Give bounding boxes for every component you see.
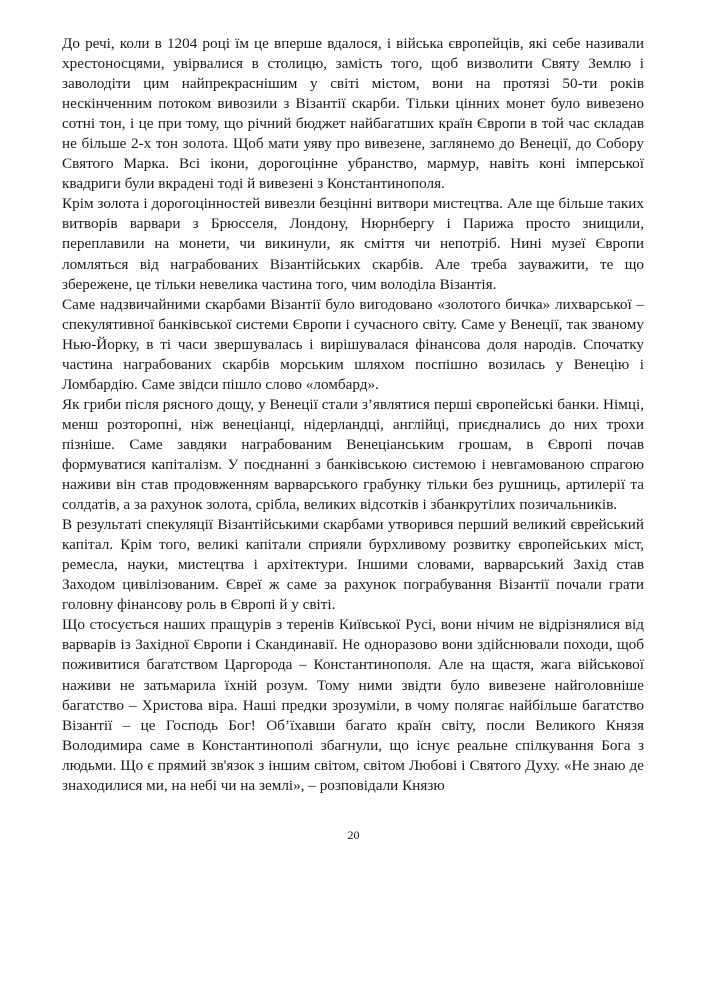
- paragraph-4: Як гриби після рясного дощу, у Венеції стали з’являтися перші європейські банки. Німці, менш розторопні, ніж венеціанці, нідерландці, англійці, приєднались до них трохи пізніше. Саме завдяки награбованим Венеціанським грошам, в Європі почав формуватися капіталізм. У поєднанні з банківською системою і невгамованою спрагою наживи він став продовженням варварського грабунку тільки без рушниць, артилерії та солдатів, а за рахунок золота, срібла, великих відсотків і збанкрутілих позичальників.: [62, 395, 644, 514]
- body-text: [62, 34, 644, 796]
- paragraph-1: До речі, коли в 1204 році їм це вперше вдалося, і війська європейців, які себе називали хрестоносцями, увірвалися в столицю, замість того, щоб визволити Святу Землю і заволодіти цим найпрекраснішим у світі містом, вони на протязі 50-ти років нескінченним потоком вивозили з Візантії скарби. Тільки цінних монет було вивезено сотні тон, і це при тому, що річний бюджет найбагатших країн Європи в той час складав не більше 2-х тон золота. Щоб мати уяву про вивезене, заглянемо до Венеції, до Собору Святого Марка. Всі ікони, дорогоцінне убранство, мармур, навіть коні імперської квадриги були вкрадені тоді й вивезені з Константинополя.: [62, 35, 644, 193]
- paragraph-5: В результаті спекуляції Візантійськими скарбами утворився перший великий єврейський капітал. Крім того, великі капітали сприяли бурхливому розвитку європейських міст, ремесла, науки, мистецтва і архітектури. Іншими словами, варварський Захід став Заходом цивілізованим. Євреї ж саме за рахунок пограбування Візантії почали грати головну фінансову роль в Європі й у світі.: [62, 516, 644, 614]
- paragraph-3: Саме надзвичайними скарбами Візантії було вигодовано «золотого бичка» лихварської – спекулятивної банківської системи Європи і сучасного світу. Саме у Венеції, так званому Нью-Йорку, в ті часи звершувалась і вирішувалася фінансова доля народів. Спочатку частина награбованих скарбів морським шляхом поспішно возилась у Венецію і Ломбардію. Саме звідси пішло слово «ломбард».: [62, 295, 644, 393]
- paragraph-2: Крім золота і дорогоцінностей вивезли безцінні витвори мистецтва. Але ще більше таких витворів варвари з Брюсселя, Лондону, Нюрнбергу і Парижа просто знищили, переплавили на монети, чи викинули, як сміття чи непотріб. Нині музеї Європи ломляться від награбованих Візантійських скарбів. Але треба зауважити, те що збережене, це тільки невелика частина того, чим володіла Візантія.: [62, 195, 644, 293]
- paragraph-6: Що стосується наших пращурів з теренів Київської Русі, вони нічим не відрізнялися від варварів із Західної Європи і Скандинавії. Не одноразово вони здійснювали походи, щоб поживитися багатством Царгорода – Константинополя. Але на щастя, жага військової наживи не затьмарила їхній розум. Тому ними звідти було вивезене найголовніше багатство – Христова віра. Наші предки зрозуміли, в чому полягає найбільше багатство Візантії – це Господь Бог! Об’їхавши багато країн світу, посли Великого Князя Володимира саме в Константинополі збагнули, що існує реальне спілкування Бога з людьми. Що є прямий зв'язок з іншим світом, світом Любові і Святого Духу. «Не знаю де знаходилися ми, на небі чи на землі», – розповідали Князю: [62, 616, 644, 794]
- page-number: 20: [347, 828, 360, 842]
